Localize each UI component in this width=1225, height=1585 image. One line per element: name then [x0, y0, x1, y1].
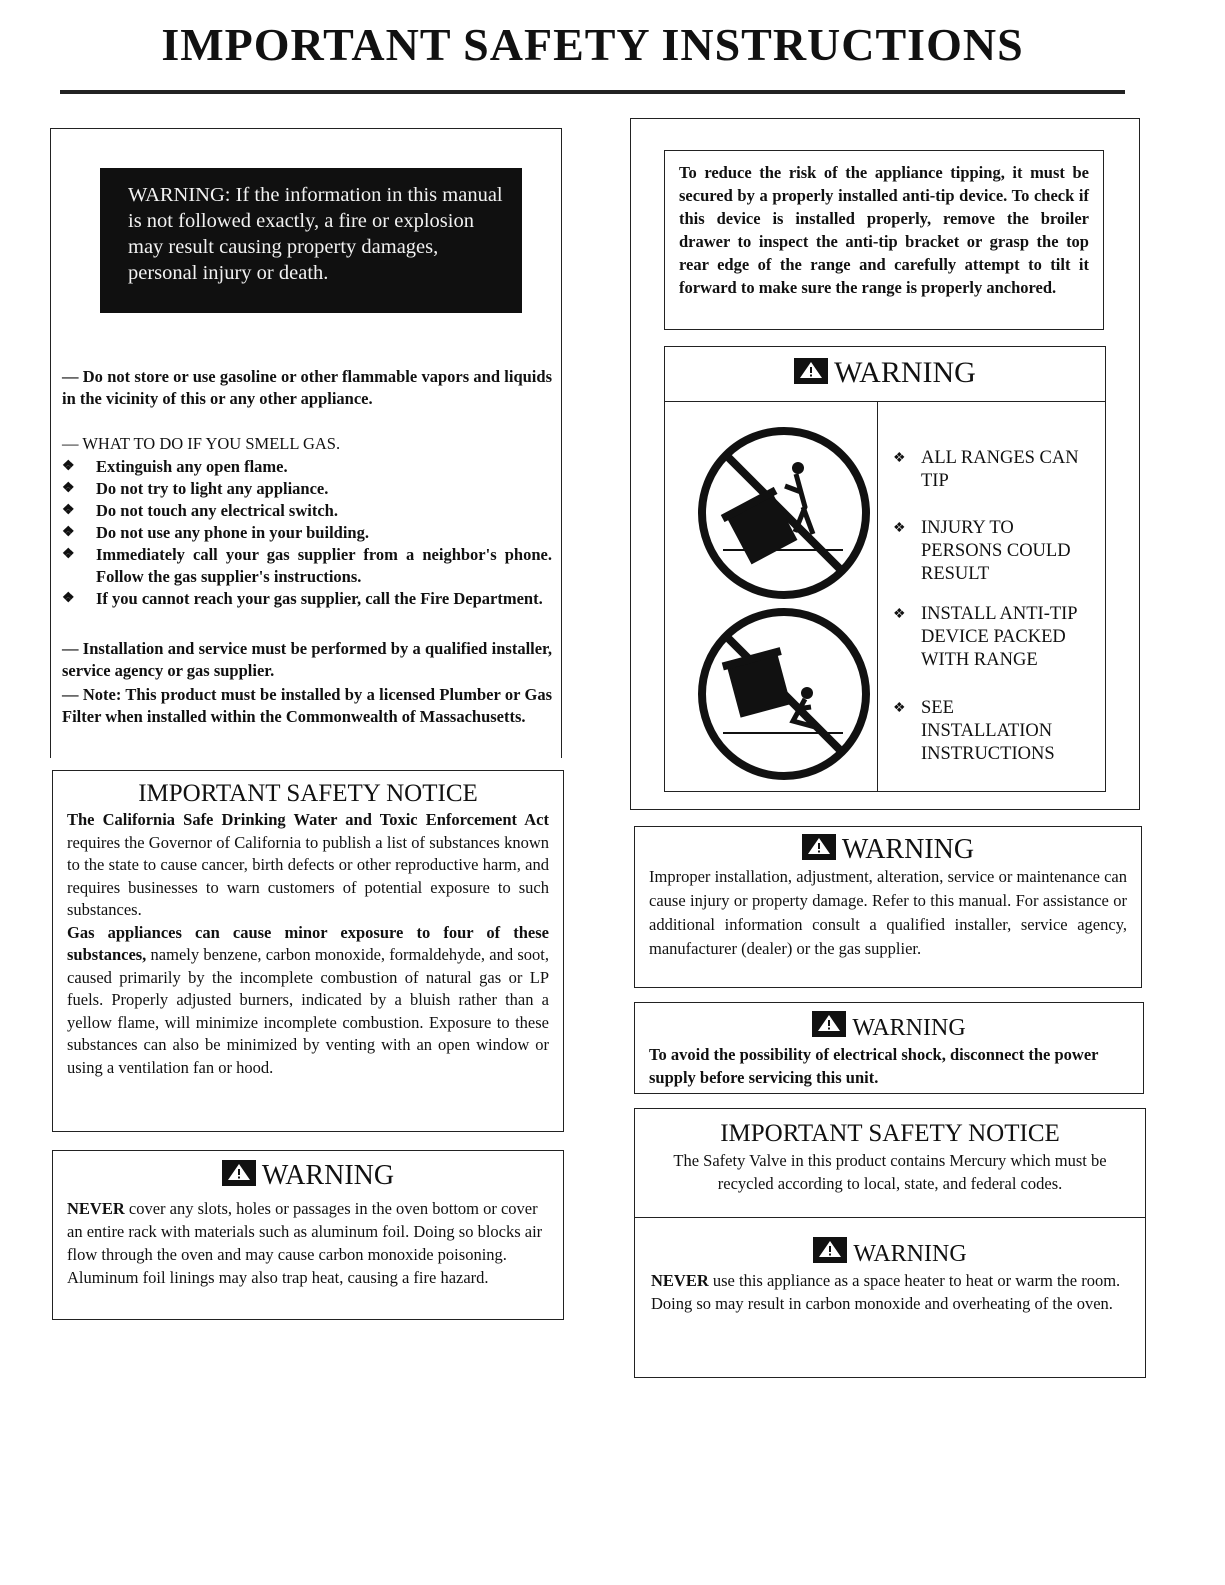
improper-warning-text: Improper installation, adjustment, alteration, service or maintenance can cause injury or property damage. Refer to this manual. For assistance or additional information consult a qualified installer, service agency, manufacturer (dealer) or the gas supplier. [649, 867, 1127, 958]
mercury-heater-box [634, 1108, 1146, 1378]
list-item: ❖ Do not try to light any appliance. [62, 479, 329, 498]
tip-warning-vdivider [877, 401, 878, 791]
list-item: ❖ If you cannot reach your gas supplier, call the Fire Department. [62, 589, 543, 608]
smell-gas-list [62, 456, 552, 610]
warning-triangle-icon [222, 1160, 256, 1186]
list-item: ❖ Extinguish any open flame. [62, 457, 288, 476]
electrical-shock-box [634, 1002, 1144, 1094]
california-notice-p2: Gas appliances can cause minor exposure to four of these substances, namely benzene, carbon monoxide, formaldehyde, and soot, caused primarily by the incomplete combustion of natural gas or LP fuels. Properly adjusted burners, indicated by a bluish rather than a yellow flame, will minimize incomplete combustion. Exposure to these substances can also be minimized by venting with an open window or using a ventilation fan or hood. [67, 922, 549, 1077]
anti-tip-instructions: To reduce the risk of the appliance tipping, it must be secured by a properly installed anti-tip device. To check if this device is installed properly, remove the broiler drawer to inspect the anti-tip bracket or grasp the top rear edge of the range and carefully attempt to tilt it forward to make sure the range is properly anchored. [664, 150, 1104, 330]
improper-installation-box [634, 826, 1142, 988]
list-item: ❖ Do not use any phone in your building. [62, 523, 369, 542]
shock-warning-heading: WARNING [649, 1011, 1129, 1043]
no-climbing-icon [693, 603, 875, 785]
list-item: ❖ ALL RANGES CAN TIP [893, 448, 1079, 491]
bullet-diamond-icon: ❖ [893, 521, 906, 536]
tip-warning-box [664, 346, 1106, 792]
black-warning-text: WARNING: If the information in this manual is not followed exactly, a fire or explosion may result causing property damages, personal injury or death. [128, 184, 503, 284]
massachusetts-note: — Note: This product must be installed by a licensed Plumber or Gas Filter when installed within the Commonwealth of Massachusetts. [62, 685, 552, 726]
black-warning-box [100, 168, 522, 313]
warning-triangle-icon [812, 1011, 846, 1037]
bullet-diamond-icon: ❖ [62, 503, 75, 518]
list-item: ❖ INSTALL ANTI-TIP DEVICE PACKED WITH RANGE [893, 604, 1078, 670]
heater-warning-heading: WARNING [635, 1237, 1145, 1269]
list-item: ❖ Do not touch any electrical switch. [62, 501, 338, 520]
gasoline-warning: — Do not store or use gasoline or other flammable vapors and liquids in the vicinity of this or any other appliance. [62, 367, 552, 408]
warning-triangle-icon [813, 1237, 847, 1263]
heater-warning-text: NEVER use this appliance as a space heater to heat or warm the room. Doing so may result in carbon monoxide and overheating of the oven. [651, 1271, 1121, 1313]
mercury-notice-text: The Safety Valve in this product contains Mercury which must be recycled according to local, state, and federal codes. [673, 1151, 1107, 1193]
tip-list [893, 447, 1103, 766]
california-notice-p1: The California Safe Drinking Water and Toxic Enforcement Act requires the Governor of California to publish a list of substances known to the state to cause cancer, birth defects or other reproductive harm, and requires businesses to warn customers of potential exposure to such substances. [67, 810, 549, 919]
mercury-notice-heading: IMPORTANT SAFETY NOTICE [720, 1120, 1060, 1147]
page-title: IMPORTANT SAFETY INSTRUCTIONS [161, 19, 1024, 70]
warning-triangle-icon [802, 834, 836, 860]
california-notice-heading: IMPORTANT SAFETY NOTICE [138, 780, 478, 807]
bullet-diamond-icon: ❖ [62, 459, 75, 474]
list-item: ❖ INJURY TO PERSONS COULD RESULT [893, 518, 1071, 584]
mercury-divider [635, 1217, 1145, 1218]
smell-gas-heading: — WHAT TO DO IF YOU SMELL GAS. [62, 434, 341, 453]
no-tipping-icon [693, 422, 875, 604]
oven-warning-text: NEVER cover any slots, holes or passages in the oven bottom or cover an entire rack with materials such as aluminum foil. Doing so blocks air flow through the oven and may cause carbon monoxide poisoning. Aluminum foil linings may also trap heat, causing a fire hazard. [67, 1199, 543, 1287]
tip-warning-heading: WARNING [665, 347, 1105, 391]
tip-warning-divider [665, 401, 1105, 402]
title-rule [60, 90, 1125, 94]
bullet-diamond-icon: ❖ [62, 547, 75, 562]
list-item: ❖ Immediately call your gas supplier from a neighbor's phone. Follow the gas supplier's instructions. [62, 545, 552, 586]
bullet-diamond-icon: ❖ [62, 525, 75, 540]
bullet-diamond-icon: ❖ [62, 591, 75, 606]
oven-warning-heading: WARNING [67, 1159, 549, 1193]
installation-note: — Installation and service must be performed by a qualified installer, service agency or gas supplier. [62, 639, 552, 680]
oven-warning-box [52, 1150, 564, 1320]
bullet-diamond-icon: ❖ [893, 451, 906, 466]
bullet-diamond-icon: ❖ [893, 701, 906, 716]
list-item: ❖ SEE INSTALLATION INSTRUCTIONS [893, 698, 1055, 764]
warning-triangle-icon [794, 358, 828, 384]
shock-warning-text: To avoid the possibility of electrical shock, disconnect the power supply before servicing this unit. [649, 1045, 1099, 1087]
bullet-diamond-icon: ❖ [893, 607, 906, 622]
bullet-diamond-icon: ❖ [62, 481, 75, 496]
improper-warning-heading: WARNING [649, 833, 1127, 867]
california-notice-box [52, 770, 564, 1132]
